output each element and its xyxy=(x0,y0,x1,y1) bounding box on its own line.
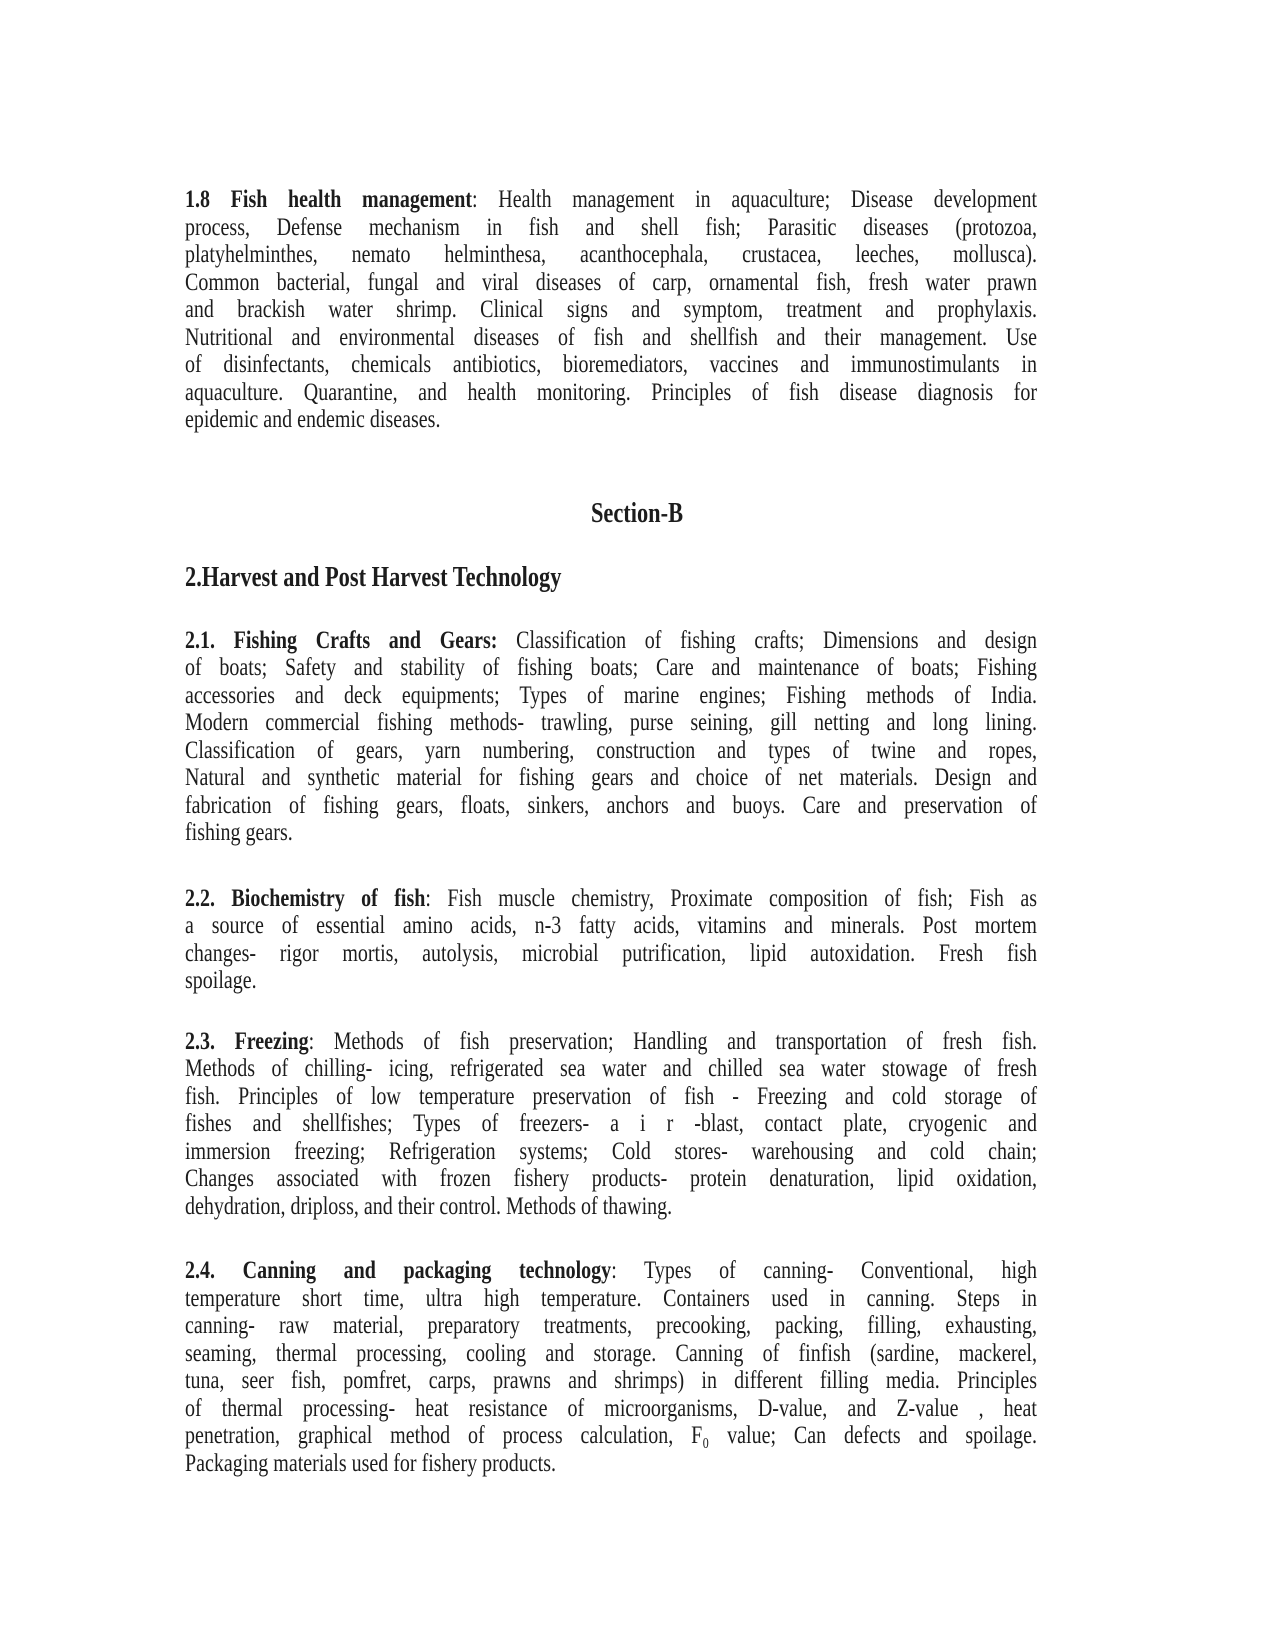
text-line: a source of essential amino acids, n-3 fatty acids, vitamins and minerals. Post mortem xyxy=(185,912,1037,939)
text-line xyxy=(185,186,1037,214)
text-line: Changes associated with frozen fishery products- protein denaturation, lipid oxidation, xyxy=(185,1165,1037,1192)
heading-2-harvest-label: 2.Harvest and Post Harvest Technology xyxy=(185,561,562,593)
paragraph-lead-bold: 2.3. Freezing xyxy=(185,1027,309,1055)
text-line: Packaging materials used for fishery products. xyxy=(185,1449,557,1477)
text-line: accessories and deck equipments; Types of marine engines; Fishing methods of India. xyxy=(185,681,1037,709)
text-line: fish. Principles of low temperature preservation of fish - Freezing and cold storage of xyxy=(185,1082,1037,1110)
text-line: spoilage. xyxy=(185,967,257,994)
text-line xyxy=(185,885,1037,913)
paragraph-text: : Fish muscle chemistry, Proximate composition of fish; Fish as xyxy=(425,884,1037,912)
text-line: and brackish water shrimp. Clinical signs and symptom, treatment and prophylaxis. xyxy=(185,296,1037,323)
text-line: of thermal processing- heat resistance of microorganisms, D-value, and Z-value , heat xyxy=(185,1394,1037,1422)
paragraph-text: : Methods of fish preservation; Handling and transportation of fresh fish. xyxy=(308,1027,1037,1055)
text-line: changes- rigor mortis, autolysis, microbial putrification, lipid autoxidation. Fresh fish xyxy=(185,939,1037,967)
text-line xyxy=(185,1257,1037,1285)
text-line: aquaculture. Quarantine, and health monitoring. Principles of fish disease diagnosis for xyxy=(185,378,1037,406)
text-line: fishes and shellfishes; Types of freezers- a i r -blast, contact plate, cryogenic and xyxy=(185,1110,1037,1137)
para-2-3 xyxy=(185,1028,1037,1221)
document-content xyxy=(185,186,1037,1477)
text-line: fishing gears. xyxy=(185,819,293,846)
text-line: seaming, thermal processing, cooling and storage. Canning of finfish (sardine, mackerel, xyxy=(185,1339,1037,1367)
text-line: canning- raw material, preparatory treatments, precooking, packing, filling, exhausting, xyxy=(185,1312,1037,1339)
paragraph-lead-bold: 2.4. Canning and packaging technology xyxy=(185,1257,612,1284)
text-line: process, Defense mechanism in fish and shell fish; Parasitic diseases (protozoa, xyxy=(185,213,1037,241)
text-line: epidemic and endemic diseases. xyxy=(185,406,441,433)
text-line: dehydration, driploss, and their control. Methods of thawing. xyxy=(185,1192,673,1220)
text-line: Common bacterial, fungal and viral diseases of carp, ornamental fish, fresh water prawn xyxy=(185,268,1037,296)
para-2-4 xyxy=(185,1257,1037,1477)
heading-section-b-label: Section-B xyxy=(590,497,684,529)
text-line: temperature short time, ultra high temperature. Containers used in canning. Steps in xyxy=(185,1284,1037,1312)
text-line: penetration, graphical method of process calculation, F₀ value; Can defects and spoilage. xyxy=(185,1422,1037,1449)
text-line: fabrication of fishing gears, floats, sinkers, anchors and buoys. Care and preservation of xyxy=(185,791,1037,819)
para-1-8 xyxy=(185,186,1037,434)
paragraph-text: : Types of canning- Conventional, high xyxy=(611,1257,1037,1284)
text-line: platyhelminthes, nemato helminthesa, acanthocephala, crustacea, leeches, mollusca). xyxy=(185,241,1037,268)
text-line: Natural and synthetic material for fishing gears and choice of net materials. Design and xyxy=(185,764,1037,791)
para-2-2 xyxy=(185,885,1037,995)
text-line: of disinfectants, chemicals antibiotics, bioremediators, vaccines and immunostimulants in xyxy=(185,351,1037,378)
heading-section-b xyxy=(185,497,1037,529)
text-line: Classification of gears, yarn numbering, construction and types of twine and ropes, xyxy=(185,736,1037,764)
paragraph-text: Classification of fishing crafts; Dimensions and design xyxy=(497,626,1038,654)
paragraph-lead-bold: 2.1. Fishing Crafts and Gears: xyxy=(185,626,498,654)
text-line: Modern commercial fishing methods- trawling, purse seining, gill netting and long lining. xyxy=(185,709,1037,736)
paragraph-text: : Health management in aquaculture; Disease development xyxy=(472,186,1038,213)
text-line: Nutritional and environmental diseases of fish and shellfish and their management. Use xyxy=(185,323,1037,351)
text-line: Methods of chilling- icing, refrigerated sea water and chilled sea water stowage of fresh xyxy=(185,1055,1037,1082)
text-line: immersion freezing; Refrigeration systems; Cold stores- warehousing and cold chain; xyxy=(185,1137,1037,1165)
paragraph-lead-bold: 1.8 Fish health management xyxy=(185,186,473,213)
text-line xyxy=(185,627,1037,655)
text-line: of boats; Safety and stability of fishing boats; Care and maintenance of boats; Fishing xyxy=(185,654,1037,681)
text-line xyxy=(185,1028,1037,1056)
text-line: tuna, seer fish, pomfret, carps, prawns and shrimps) in different filling media. Principles xyxy=(185,1367,1037,1394)
para-2-1 xyxy=(185,627,1037,847)
paragraph-lead-bold: 2.2. Biochemistry of fish xyxy=(185,884,426,912)
heading-2-harvest xyxy=(185,563,1037,592)
